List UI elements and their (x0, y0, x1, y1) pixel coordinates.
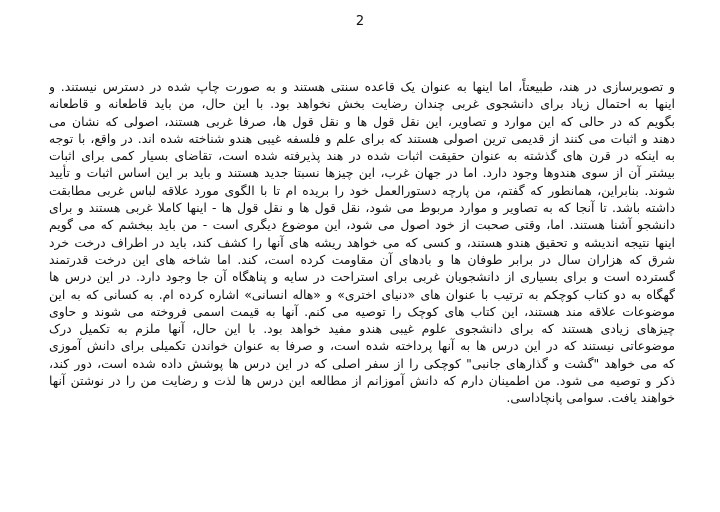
text-line: گهگاه به دو کتاب کوچکم به ترتیب با عنوان های «دنیای اختری» و «هاله انسانی» اشاره کرده ام. به کسانی که به این (49, 286, 675, 302)
text-line: بگویم که در حالی که این موارد و تصاویر، این نقل قول ها و نقل قول ها، صرفا غربی هستند، اصولی که نشان می (49, 113, 675, 129)
text-line: دانشجو آشنا هستند. اما، وقتی صحبت از خود اصول می شود، این موضوع دیگری است - من باید ببخشم که می گویم (49, 217, 675, 233)
text-line: اینها نتیجه اندیشه و تحقیق هندو هستند، و کسی که می خواهد ریشه های آنها را کشف کند، باید در اطراف درخت خرد (49, 234, 675, 250)
text-line: به اینکه در قرن های گذشته به عنوان حقیقت اثبات شده در هند پذیرفته شده است، تقاضای بسیار کمی برای اثبات (49, 148, 675, 164)
text-line: ذکر و توصیه می شود. من اطمینان دارم که دانش آموزانم از مطالعه این درس ها لذت و رضایت من را در نوشتن آنها (49, 373, 675, 389)
text-line: چیزهای زیادی هستند که برای دانشجوی علوم غیبی هندو مفید خواهد بود. با این حال، آنها ملزم به تکمیل درک (49, 321, 675, 337)
text-line: موضوعات علاقه مند هستند، این کتاب های کوچک را توصیه می کنم. آنها به قیمت اسمی فروخته می شوند و حاوی (49, 303, 675, 319)
text-line: بیشتر آن از سوی هندوها وجود دارد. اما در جهان غرب، این چیزها نسبتا جدید هستند و باید بر این اساس اثبات و تأیید (49, 165, 675, 181)
page-number: 2 (355, 14, 365, 29)
text-line: دهند و اثبات می کنند از قدیمی ترین اصولی هستند که برای علم و فلسفه غیبی هندو شناخته شده اند. در واقع، با توجه (49, 130, 675, 146)
text-line: که می خواهد "گشت و گذارهای جانبی" کوچکی را از سفر اصلی که در این درس ها پوشش داده شده است، دور کند، (49, 355, 675, 371)
text-line: داشته باشد. تا آنجا که به تصاویر و موارد مربوط می شود، نقل قول ها و نقل قول ها - اینها کاملا غربی هستند و برای (49, 200, 675, 216)
text-line: گسترده است و برای بسیاری از دانشجویان غربی برای استراحت در سایه و پناهگاه آن جا وجود دارد. در این درس ها (49, 269, 675, 285)
text-line: موضوعاتی نیستند که در این درس ها به آنها پرداخته شده است، و صرفا به عنوان خواندن تکمیلی برای دانش آموزی (49, 338, 675, 354)
text-line: شوند. بنابراین، همانطور که گفتم، من پارچه دستورالعمل خود را بریده ام تا با الگوی مورد علاقه لباس غربی مطابقت (49, 182, 675, 198)
text-line: و تصویرسازی در هند، طبیعتاً، اما اینها به عنوان یک قاعده سنتی هستند و به صورت چاپ شده در دسترس نیستند. و (49, 79, 675, 94)
text-line: اینها به احتمال زیاد برای دانشجوی غربی چندان رضایت بخش نخواهد بود. با این حال، من باید قاطعانه و قاطعانه (49, 96, 675, 112)
body-text (49, 78, 675, 407)
text-line: خواهند یافت. سوامی پانچاداسی. (506, 390, 675, 406)
text-line: شرق که هزاران سال در برابر طوفان ها و بادهای آن مقاومت کرده است، کند. اما شاخه های این درخت قدرتمند (49, 251, 675, 267)
